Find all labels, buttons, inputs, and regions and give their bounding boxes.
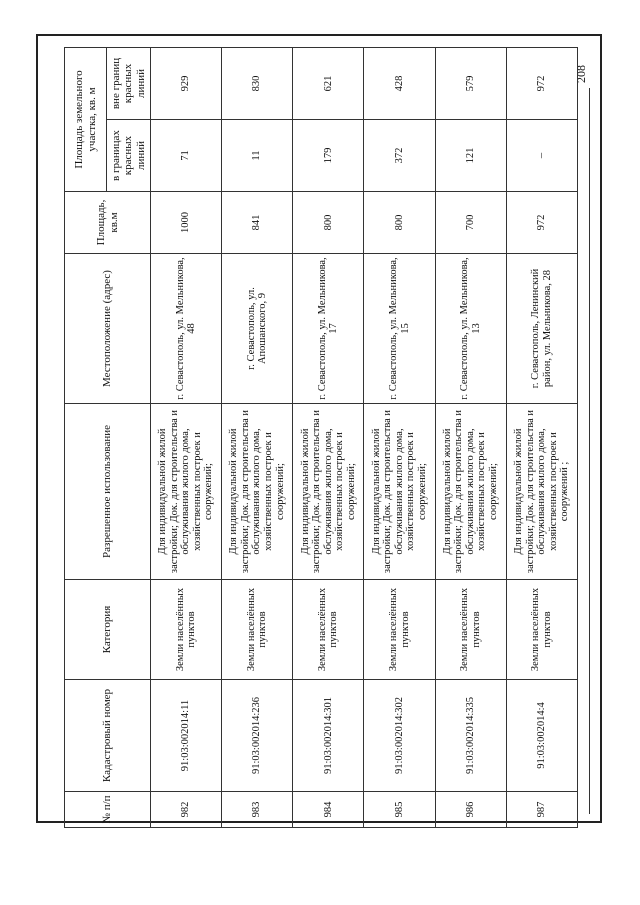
cell-area: 700	[435, 192, 506, 254]
table-row	[222, 47, 293, 827]
header-land-area: Площадь земельного участка, кв. м	[65, 47, 107, 191]
cell-cadastral: 91:03:002014:302	[364, 680, 435, 792]
table-row	[151, 47, 222, 827]
cell-out-red: 830	[222, 47, 293, 119]
cell-category: Земли населённых пунктов	[435, 580, 506, 680]
cell-in-red: 71	[151, 120, 222, 192]
cell-in-red: 372	[364, 120, 435, 192]
page-rule	[589, 88, 590, 814]
cell-out-red: 428	[364, 47, 435, 119]
cell-use: Для индивидуальной жилой застройки; Док. для строительства и обслуживания жилого дома, хозяйственных построек и сооружений ;	[506, 404, 577, 580]
header-location: Местоположение (адрес)	[65, 254, 151, 404]
cell-location: г. Севастополь, ул. Мельникова, 13	[435, 254, 506, 404]
cell-location: г. Севастополь, Ленинский район, ул. Мельникова, 28	[506, 254, 577, 404]
header-area: Площадь, кв.м	[65, 192, 151, 254]
header-num: № п/п	[65, 792, 151, 828]
cell-cadastral: 91:03:002014:301	[293, 680, 364, 792]
cell-category: Земли населённых пунктов	[364, 580, 435, 680]
cell-cadastral: 91:03:002014:4	[506, 680, 577, 792]
cell-num: 986	[435, 792, 506, 828]
cell-num: 983	[222, 792, 293, 828]
cell-num: 982	[151, 792, 222, 828]
cell-use: Для индивидуальной жилой застройки; Док. для строительства и обслуживания жилого дома, хозяйственных построек и сооружений;	[293, 404, 364, 580]
cell-num: 984	[293, 792, 364, 828]
header-category: Категория	[65, 580, 151, 680]
cell-cadastral: 91:03:002014:335	[435, 680, 506, 792]
cell-num: 985	[364, 792, 435, 828]
cell-in-red: 11	[222, 120, 293, 192]
cell-location: г. Севастополь, ул. Мельникова, 15	[364, 254, 435, 404]
cell-area: 800	[293, 192, 364, 254]
page-number: 208	[574, 65, 588, 83]
cell-num: 987	[506, 792, 577, 828]
table-row	[506, 47, 577, 827]
cell-area: 841	[222, 192, 293, 254]
cell-out-red: 929	[151, 47, 222, 119]
cell-area: 800	[364, 192, 435, 254]
table-row	[435, 47, 506, 827]
land-plots-table-rotated	[64, 48, 578, 828]
cell-out-red: 621	[293, 47, 364, 119]
cell-use: Для индивидуальной жилой застройки; Док. для строительства и обслуживания жилого дома, хозяйственных построек и сооружений;	[435, 404, 506, 580]
cell-location: г. Севастополь, ул. Мельникова, 17	[293, 254, 364, 404]
cell-out-red: 972	[506, 47, 577, 119]
cell-in-red: –	[506, 120, 577, 192]
cell-area: 1000	[151, 192, 222, 254]
cell-use: Для индивидуальной жилой застройки; Док. для строительства и обслуживания жилого дома, хозяйственных построек и сооружений;	[222, 404, 293, 580]
cell-in-red: 121	[435, 120, 506, 192]
cell-area: 972	[506, 192, 577, 254]
cell-category: Земли населённых пунктов	[293, 580, 364, 680]
cell-in-red: 179	[293, 120, 364, 192]
header-use: Разрешенное использование	[65, 404, 151, 580]
land-plots-table	[64, 47, 578, 828]
cell-category: Земли населённых пунктов	[151, 580, 222, 680]
cell-location: г. Севастополь, ул. Апошанского, 9	[222, 254, 293, 404]
cell-category: Земли населённых пунктов	[506, 580, 577, 680]
cell-use: Для индивидуальной жилой застройки; Док. для строительства и обслуживания жилого дома, хозяйственных построек и сооружений;	[364, 404, 435, 580]
cell-use: Для индивидуальной жилой застройки; Док. для строительства и обслуживания жилого дома, хозяйственных построек и сооружений;	[151, 404, 222, 580]
cell-cadastral: 91:03:002014:11	[151, 680, 222, 792]
header-in-red: в границах красных линий	[107, 120, 151, 192]
header-out-red: вне границ красных линий	[107, 47, 151, 119]
cell-cadastral: 91:03:002014:236	[222, 680, 293, 792]
cell-category: Земли населённых пунктов	[222, 580, 293, 680]
table-row	[293, 47, 364, 827]
cell-location: г. Севастополь, ул. Мельникова, 48	[151, 254, 222, 404]
cell-out-red: 579	[435, 47, 506, 119]
header-cadastral: Кадастровый номер	[65, 680, 151, 792]
table-row	[364, 47, 435, 827]
